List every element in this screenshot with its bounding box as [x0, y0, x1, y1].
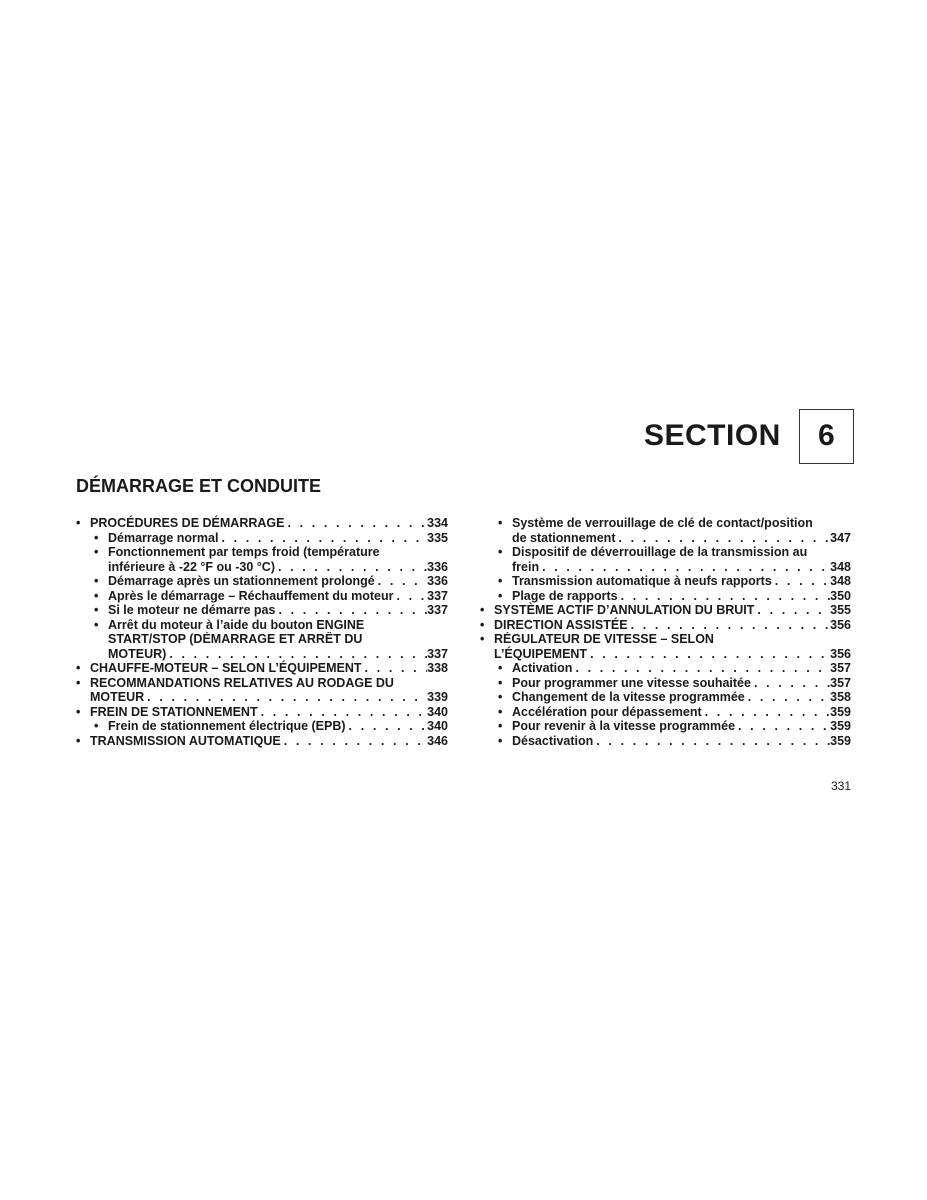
bullet-icon: • — [498, 661, 503, 675]
toc-page-number: 358 — [830, 690, 851, 704]
dot-leader — [166, 647, 427, 662]
toc-entry[interactable] — [480, 705, 851, 720]
dot-leader — [346, 719, 428, 734]
dot-leader — [275, 560, 427, 575]
toc-entry[interactable] — [480, 690, 851, 705]
toc-page-number: 337 — [427, 646, 448, 661]
toc-entry-text: Dispositif de déverrouillage de la transmission au — [512, 545, 808, 559]
toc-page-number: 359 — [830, 719, 851, 733]
toc-entry-text: Plage de rapports — [512, 588, 618, 603]
toc-entry-text: MOTEUR — [90, 690, 145, 704]
bullet-icon: • — [94, 719, 99, 733]
chapter-title: DÉMARRAGE ET CONDUITE — [76, 476, 322, 496]
toc-entry-text: MOTEUR) — [108, 646, 167, 661]
toc-entry-text: Activation — [512, 661, 573, 675]
toc-entry-text: DIRECTION ASSISTÉE — [494, 617, 628, 632]
toc-page-number: 357 — [830, 661, 851, 675]
toc-page-number: 348 — [830, 574, 851, 588]
toc-entry[interactable] — [76, 618, 448, 662]
toc-entry[interactable] — [480, 516, 851, 545]
toc-entry-text: Arrêt du moteur à l’aide du bouton ENGINE — [108, 617, 365, 632]
toc-page-number: 357 — [830, 675, 851, 690]
bullet-icon: • — [498, 704, 503, 719]
toc-entry[interactable] — [480, 574, 851, 589]
toc-entry[interactable] — [480, 676, 851, 691]
toc-entry[interactable] — [480, 545, 851, 574]
toc-entry[interactable] — [76, 516, 448, 531]
toc-entry[interactable] — [76, 734, 448, 749]
toc-entry-text: frein — [512, 559, 540, 574]
dot-leader — [618, 589, 831, 604]
dot-leader — [362, 661, 428, 676]
toc-entry-text: inférieure à -22 °F ou -30 °C) — [108, 559, 275, 574]
dot-leader — [284, 516, 427, 531]
toc-page-number: 336 — [427, 574, 448, 588]
toc-page-number: 335 — [427, 530, 448, 545]
dot-leader — [587, 647, 830, 662]
bullet-icon: • — [76, 733, 81, 748]
bullet-icon: • — [94, 530, 99, 545]
dot-leader — [772, 574, 830, 589]
toc-page-number: 338 — [427, 661, 448, 675]
dot-leader — [754, 603, 830, 618]
toc-entry[interactable] — [480, 661, 851, 676]
toc-entry[interactable] — [480, 719, 851, 734]
bullet-icon: • — [498, 733, 503, 748]
toc-entry[interactable] — [480, 589, 851, 604]
bullet-icon: • — [94, 617, 99, 632]
dot-leader — [275, 603, 427, 618]
dot-leader — [735, 719, 830, 734]
bullet-icon: • — [498, 675, 503, 690]
bullet-icon: • — [76, 516, 81, 530]
dot-leader — [281, 734, 427, 749]
bullet-icon: • — [480, 603, 485, 617]
toc-entry-text: Après le démarrage – Réchauffement du moteur — [108, 588, 394, 603]
bullet-icon: • — [498, 574, 503, 588]
toc-page-number: 346 — [427, 733, 448, 748]
toc-entry-text: de stationnement — [512, 530, 616, 545]
dot-leader — [218, 531, 427, 546]
bullet-icon: • — [76, 661, 81, 675]
bullet-icon: • — [76, 704, 81, 719]
toc-entry[interactable] — [76, 531, 448, 546]
toc-column-left — [76, 516, 448, 748]
toc-entry-text: L’ÉQUIPEMENT — [494, 646, 588, 661]
toc-entry-text: Changement de la vitesse programmée — [512, 690, 745, 704]
toc-page-number: 355 — [830, 603, 851, 617]
toc-entry-text: Démarrage après un stationnement prolongé — [108, 574, 375, 588]
toc-entry-text: Pour revenir à la vitesse programmée — [512, 719, 736, 733]
toc-entry-text: Pour programmer une vitesse souhaitée — [512, 675, 751, 690]
toc-entry[interactable] — [76, 574, 448, 589]
toc-page-number: 337 — [427, 588, 448, 603]
toc-page-number: 336 — [427, 559, 448, 574]
toc-entry[interactable] — [76, 603, 448, 618]
toc-page-number: 334 — [427, 516, 448, 530]
toc-page-number: 348 — [830, 559, 851, 574]
dot-leader — [572, 661, 830, 676]
dot-leader — [745, 690, 830, 705]
toc-page-number: 350 — [830, 588, 851, 603]
dot-leader — [539, 560, 830, 575]
bullet-icon: • — [94, 603, 99, 617]
toc-entry-text: START/STOP (DÉMARRAGE ET ARRÊT DU — [108, 632, 363, 646]
bullet-icon: • — [94, 574, 99, 588]
bullet-icon: • — [498, 516, 503, 530]
toc-entry-text: TRANSMISSION AUTOMATIQUE — [90, 733, 281, 748]
toc-entry-text: Démarrage normal — [108, 530, 219, 545]
toc-entry-text: Accélération pour dépassement — [512, 704, 702, 719]
dot-leader — [375, 574, 427, 589]
bullet-icon: • — [480, 617, 485, 632]
toc-entry[interactable] — [76, 661, 448, 676]
toc-entry[interactable] — [76, 676, 448, 705]
toc-page-number: 356 — [830, 617, 851, 632]
toc-entry[interactable] — [480, 632, 851, 661]
toc-entry-text: CHAUFFE-MOTEUR – SELON L’ÉQUIPEMENT — [90, 661, 362, 675]
toc-entry-text: RÉGULATEUR DE VITESSE – SELON — [494, 632, 714, 646]
toc-page-number: 359 — [830, 704, 851, 719]
section-label: SECTION — [644, 419, 781, 452]
dot-leader — [628, 618, 831, 633]
toc-entry-text: Fonctionnement par temps froid (température — [108, 545, 380, 559]
toc-page-number: 347 — [830, 530, 851, 545]
toc-entry[interactable] — [480, 618, 851, 633]
bullet-icon: • — [480, 632, 485, 646]
bullet-icon: • — [94, 545, 99, 559]
dot-leader — [144, 690, 427, 705]
bullet-icon: • — [498, 719, 503, 733]
bullet-icon: • — [498, 690, 503, 704]
bullet-icon: • — [76, 675, 81, 690]
toc-page-number: 339 — [427, 690, 448, 704]
page-number: 331 — [831, 779, 852, 793]
bullet-icon: • — [498, 588, 503, 603]
section-header — [644, 408, 854, 464]
toc-entry[interactable] — [76, 719, 448, 734]
dot-leader — [593, 734, 830, 749]
bullet-icon: • — [94, 588, 99, 603]
dot-leader — [751, 676, 830, 691]
toc-column-right — [480, 516, 851, 748]
toc-entry[interactable] — [76, 589, 448, 604]
section-number-box: 6 — [799, 409, 854, 464]
toc-page-number: 340 — [427, 719, 448, 733]
toc-entry-text: Système de verrouillage de clé de contact/position — [512, 516, 813, 530]
toc-page-number: 337 — [427, 603, 448, 617]
toc-page-number: 340 — [427, 704, 448, 719]
bullet-icon: • — [498, 545, 503, 559]
dot-leader — [616, 531, 831, 546]
toc-entry-text: FREIN DE STATIONNEMENT — [90, 704, 258, 719]
toc-entry[interactable] — [480, 734, 851, 749]
toc-entry-text: RECOMMANDATIONS RELATIVES AU RODAGE DU — [90, 675, 394, 690]
toc-entry-text: Transmission automatique à neufs rapports — [512, 574, 772, 588]
toc-entry[interactable] — [76, 545, 448, 574]
toc-page-number: 356 — [830, 646, 851, 661]
toc-entry[interactable] — [76, 705, 448, 720]
toc-entry-text: PROCÉDURES DE DÉMARRAGE — [90, 516, 285, 530]
toc-entry-text: SYSTÈME ACTIF D’ANNULATION DU BRUIT — [494, 603, 755, 617]
toc-entry-text: Désactivation — [512, 733, 594, 748]
dot-leader — [258, 705, 428, 720]
dot-leader — [394, 589, 428, 604]
dot-leader — [702, 705, 830, 720]
toc-entry-text: Frein de stationnement électrique (EPB) — [108, 719, 346, 733]
toc-entry[interactable] — [480, 603, 851, 618]
toc-entry-text: Si le moteur ne démarre pas — [108, 603, 276, 617]
toc-page-number: 359 — [830, 733, 851, 748]
